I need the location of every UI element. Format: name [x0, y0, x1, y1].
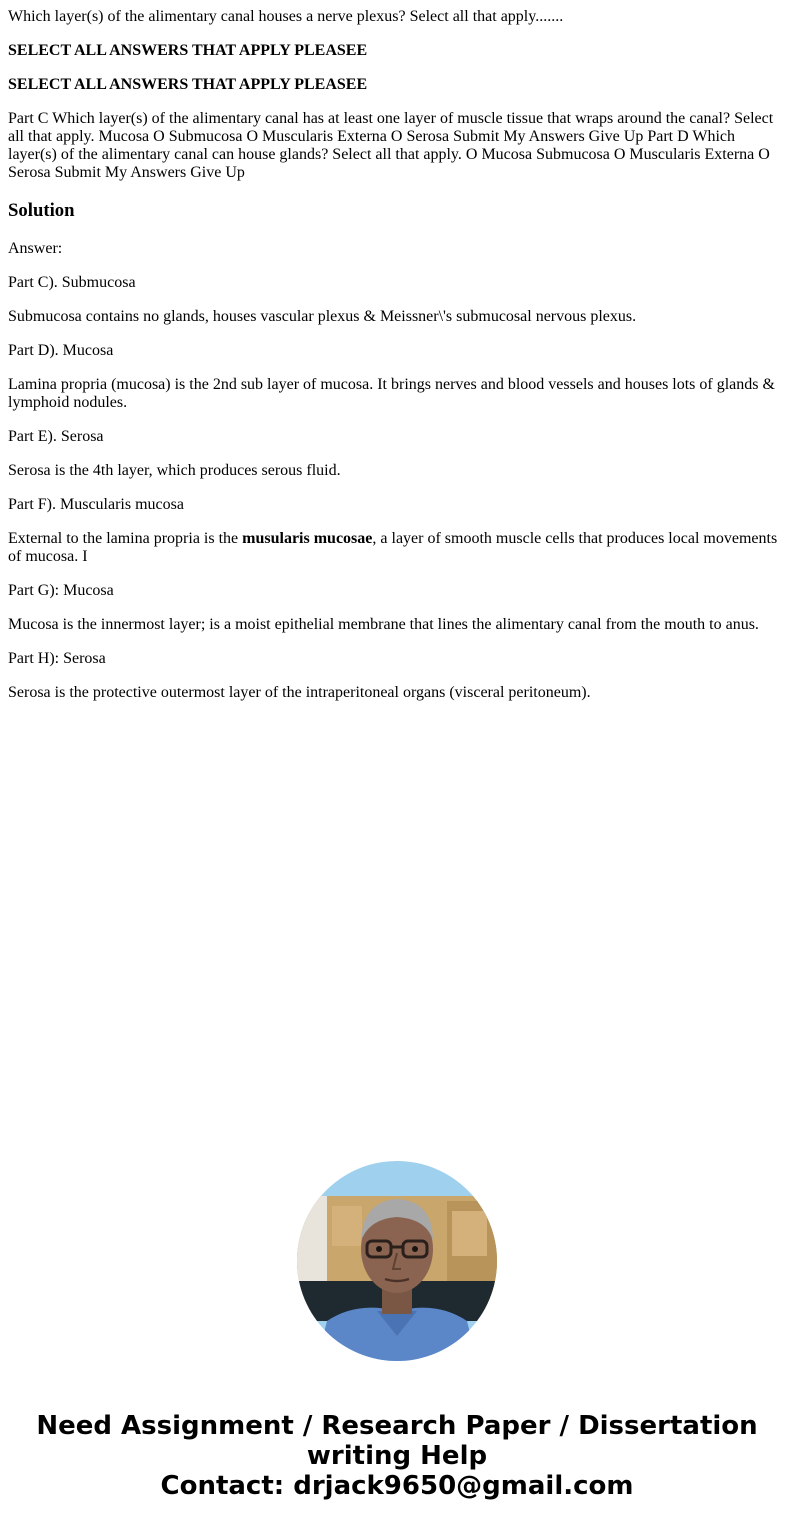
part-e-answer: Part E). Serosa [8, 428, 104, 445]
question-plea-1 [8, 42, 786, 60]
solution-heading: Solution [8, 200, 75, 221]
promo-footer [0, 1411, 794, 1501]
answer-label: Answer: [8, 240, 63, 257]
promo-line-1: Need Assignment / Research Paper / Dissertation [36, 1411, 758, 1441]
promo-line-2: writing Help [306, 1441, 488, 1471]
part-g-answer: Part G): Mucosa [8, 582, 114, 599]
question-plea-1-text: SELECT ALL ANSWERS THAT APPLY PLEASEE [8, 42, 368, 59]
document-body [0, 8, 794, 702]
part-g-explanation: Mucosa is the innermost layer; is a moist epithelial membrane that lines the alimentary canal from the mouth to anus. [8, 616, 759, 633]
part-h-explanation: Serosa is the protective outermost layer of the intraperitoneal organs (visceral peritoneum). [8, 684, 591, 701]
author-avatar [297, 1161, 497, 1361]
part-f-answer: Part F). Muscularis mucosa [8, 496, 184, 513]
promo-contact: Contact: drjack9650@gmail.com [160, 1471, 634, 1501]
part-f-explanation [8, 530, 786, 566]
part-c-explanation: Submucosa contains no glands, houses vascular plexus & Meissner\'s submucosal nervous plexus. [8, 308, 637, 325]
question-intro: Which layer(s) of the alimentary canal houses a nerve plexus? Select all that apply....... [8, 8, 564, 25]
part-f-bold-term: musularis mucosae [242, 530, 373, 547]
part-h-answer: Part H): Serosa [8, 650, 106, 667]
part-e-explanation: Serosa is the 4th layer, which produces serous fluid. [8, 462, 341, 479]
part-f-text-before: External to the lamina propria is the [8, 530, 243, 547]
part-c-answer: Part C). Submucosa [8, 274, 136, 291]
person-portrait-icon [297, 1161, 497, 1361]
question-plea-2 [8, 76, 786, 94]
part-f-text-after: , a layer of smooth muscle cells that produces local movements of mucosa. I [8, 530, 778, 565]
question-body: Part C Which layer(s) of the alimentary canal has at least one layer of muscle tissue that wraps around the canal? Select all that apply. Mucosa O Submucosa O Muscularis Externa O Serosa Submit My Answers Give Up Part D Which layer(s) of the alimentary canal can house glands? Select all that apply. O Mucosa Submucosa O Muscularis Externa O Serosa Submit My Answers Give Up [8, 110, 774, 181]
part-d-answer: Part D). Mucosa [8, 342, 114, 359]
question-plea-2-text: SELECT ALL ANSWERS THAT APPLY PLEASEE [8, 76, 368, 93]
part-d-explanation: Lamina propria (mucosa) is the 2nd sub layer of mucosa. It brings nerves and blood vessels and houses lots of glands & lymphoid nodules. [8, 376, 775, 411]
